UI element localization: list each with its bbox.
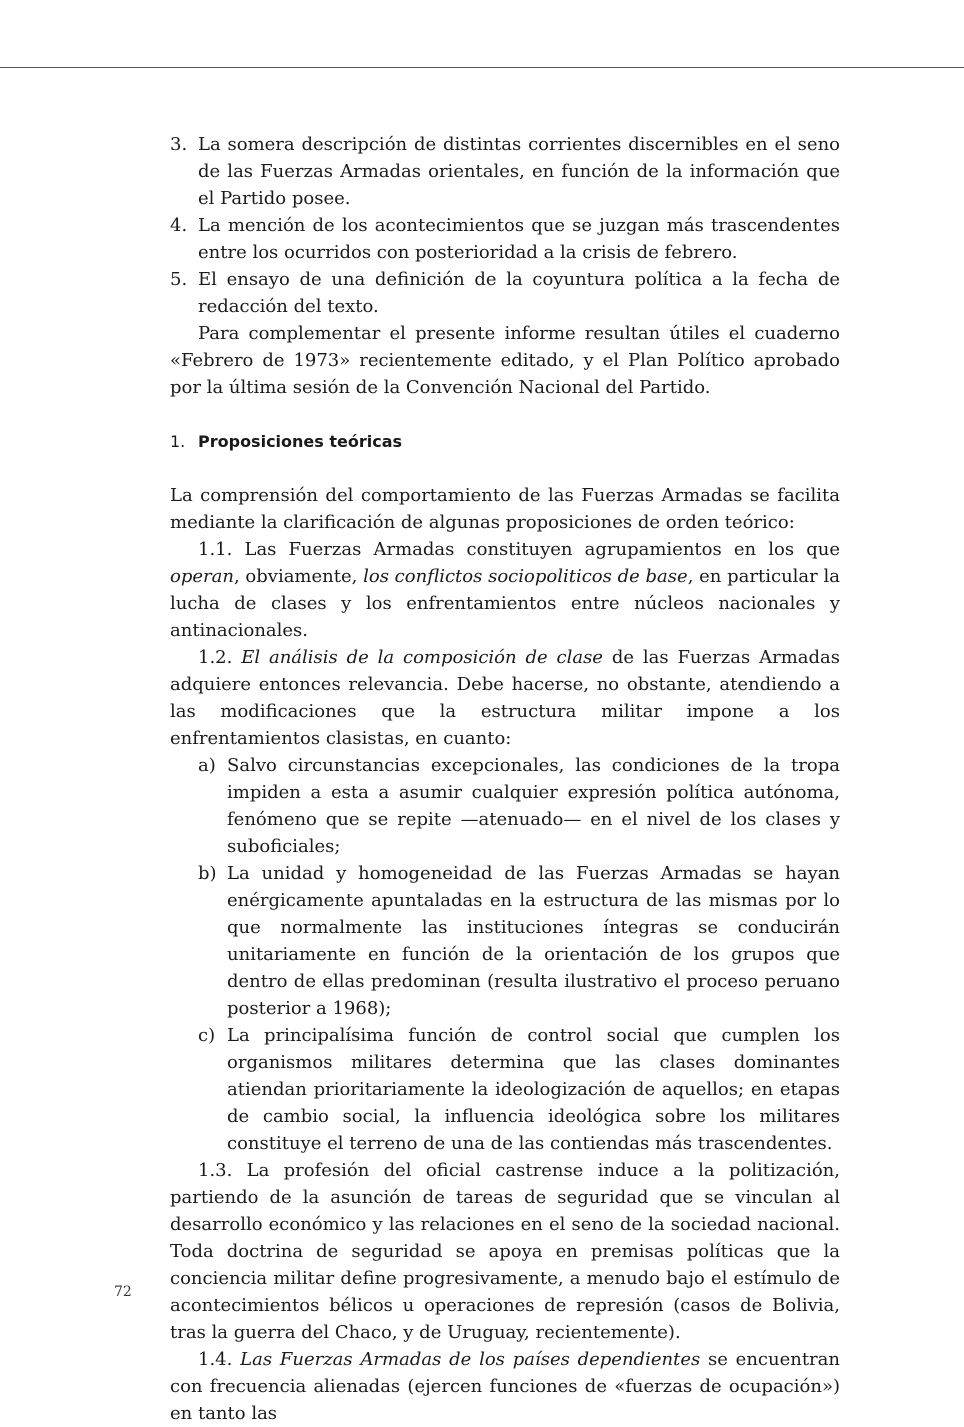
list-item-text: La mención de los acontecimientos que se juzgan más trascendentes entre los ocurridos con posterioridad a la crisis de febrero. bbox=[198, 215, 840, 263]
emphasis: El análisis de la composición de clase bbox=[241, 647, 603, 668]
emphasis: los conflictos sociopoliticos de base bbox=[363, 566, 688, 587]
list-item-text: La somera descripción de distintas corrientes discernibles en el seno de las Fuerzas Armadas orientales, en función de la información que el Partido posee. bbox=[198, 134, 840, 209]
complement-paragraph: Para complementar el presente informe resultan útiles el cuaderno «Febrero de 1973» recientemente editado, y el Plan Político aprobado por la última sesión de la Convención Nacional del Partido. bbox=[170, 323, 840, 398]
paragraph-number: 1.4. bbox=[198, 1349, 233, 1370]
list-item-number: 3. bbox=[170, 134, 188, 155]
page-number: 72 bbox=[114, 1284, 132, 1300]
list-item-number: 4. bbox=[170, 215, 188, 236]
list-item-text: El ensayo de una definición de la coyuntura política a la fecha de redacción del texto. bbox=[198, 269, 840, 317]
emphasis: operan bbox=[170, 566, 234, 587]
section-number: 1. bbox=[170, 432, 186, 451]
section-title: Proposiciones teóricas bbox=[198, 432, 403, 451]
paragraph-1-2: 1.2. El análisis de la composición de clase de las Fuerzas Armadas adquiere entonces relevancia. Debe hacerse, no obstante, atendiendo a las modificaciones que la estructura militar impone a los enfrentamientos clasistas, en cuanto: bbox=[170, 647, 840, 749]
sub-list-item bbox=[170, 752, 840, 860]
intro-paragraph: La comprensión del comportamiento de las Fuerzas Armadas se facilita mediante la clarificación de algunas proposiciones de orden teórico: bbox=[170, 485, 840, 533]
paragraph-number: 1.2. bbox=[198, 647, 233, 668]
list-item bbox=[170, 266, 840, 320]
paragraph-1-3: 1.3. La profesión del oficial castrense induce a la politización, partiendo de la asunción de tareas de seguridad que se vinculan al desarrollo económico y las relaciones en el seno de la sociedad nacional. Toda doctrina de seguridad se apoya en premisas políticas que la conciencia militar define progresivamente, a menudo bajo el estímulo de acontecimientos bélicos u operaciones de represión (casos de Bolivia, tras la guerra del Chaco, y de Uruguay, recientemente). bbox=[170, 1160, 840, 1343]
sub-list-text: La unidad y homogeneidad de las Fuerzas Armadas se hayan enérgicamente apuntaladas en la estructura de las mismas por lo que normalmente las instituciones íntegras se conducirán unitariamente en función de la orientación de los grupos que dentro de ellas predominan (resulta ilustrativo el proceso peruano posterior a 1968); bbox=[227, 863, 840, 1019]
sub-list-item bbox=[170, 860, 840, 1022]
paragraph-number: 1.3. bbox=[198, 1160, 233, 1181]
section-heading bbox=[170, 428, 840, 455]
sub-list-text: Salvo circunstancias excepcionales, las condiciones de la tropa impiden a esta a asumir cualquier expresión política autónoma, fenómeno que se repite —atenuado— en el nivel de los clases y suboficiales; bbox=[227, 755, 840, 857]
paragraph-number: 1.1. bbox=[198, 539, 233, 560]
list-item bbox=[170, 131, 840, 212]
paragraph-1-4: 1.4. Las Fuerzas Armadas de los países dependientes se encuentran con frecuencia alienadas (ejercen funciones de «fuerzas de ocupación») en tanto las bbox=[170, 1349, 840, 1424]
header-rule bbox=[0, 67, 964, 68]
list-item bbox=[170, 212, 840, 266]
sub-list-item bbox=[170, 1022, 840, 1157]
sub-list-label: b) bbox=[198, 863, 217, 884]
list-item-number: 5. bbox=[170, 269, 188, 290]
emphasis: Las Fuerzas Armadas de los países dependientes bbox=[240, 1349, 701, 1370]
sub-list-text: La principalísima función de control social que cumplen los organismos militares determina que las clases dominantes atiendan prioritariamente la ideologización de aquellos; en etapas de cambio social, la influencia ideológica sobre los militares constituye el terreno de una de las contiendas más trascendentes. bbox=[227, 1025, 840, 1154]
sub-list-label: a) bbox=[198, 755, 216, 776]
paragraph-1-1: 1.1. Las Fuerzas Armadas constituyen agrupamientos en los que operan, obviamente, los conflictos sociopoliticos de base, en particular la lucha de clases y los enfrentamientos entre núcleos nacionales y antinacionales. bbox=[170, 539, 840, 641]
page-body bbox=[170, 131, 840, 1427]
sub-list-label: c) bbox=[198, 1025, 216, 1046]
